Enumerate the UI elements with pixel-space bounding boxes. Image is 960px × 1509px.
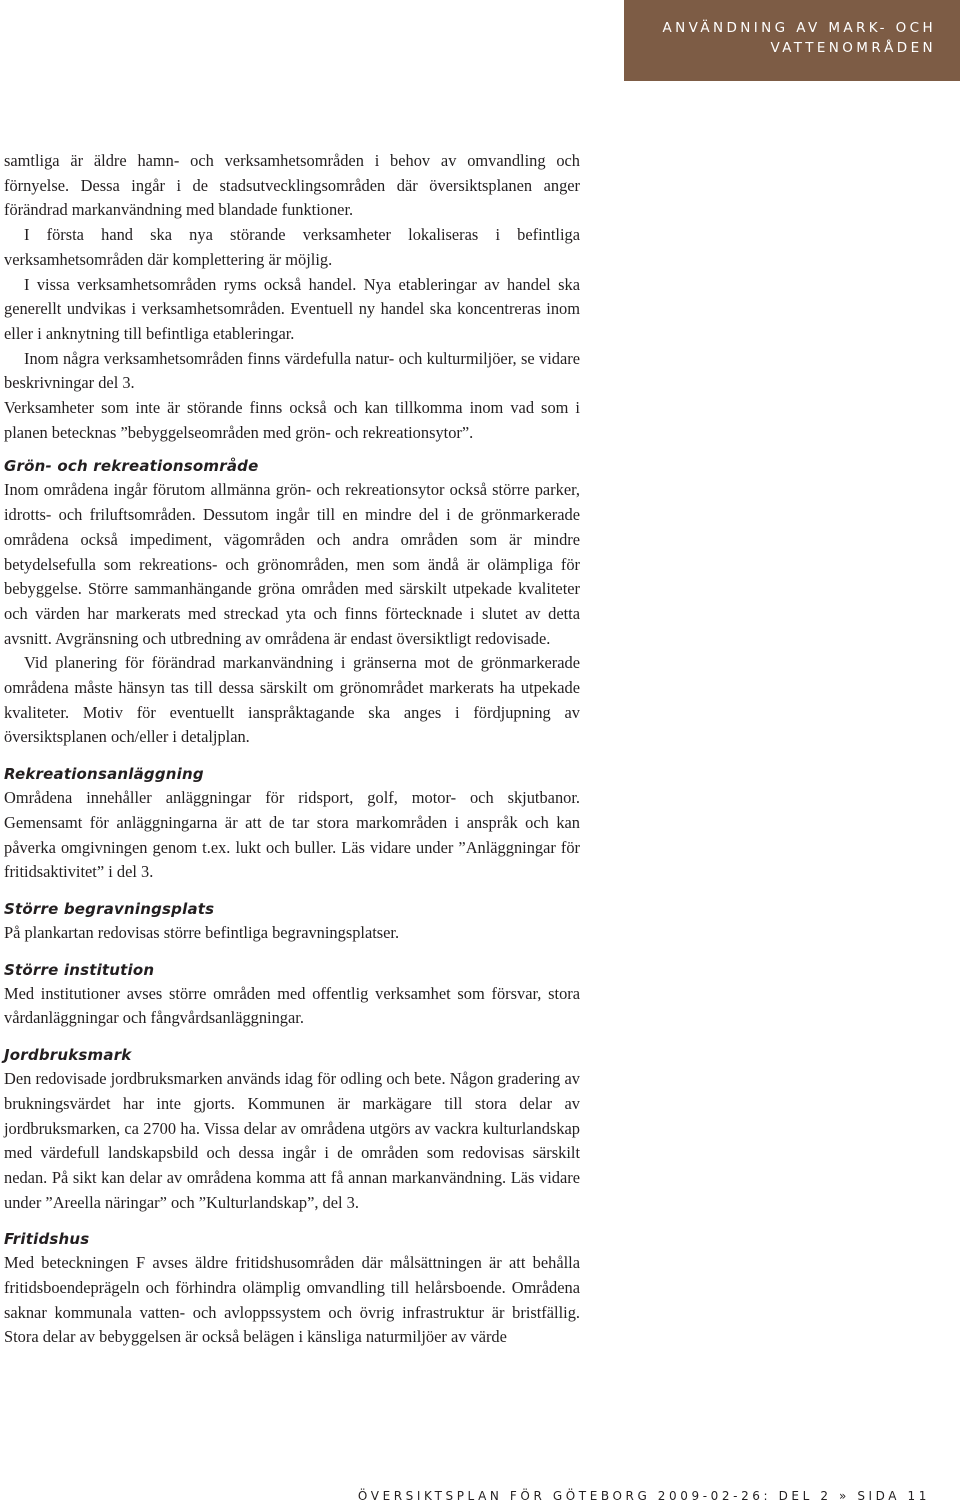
heading-storre-begravningsplats: Större begravningsplats — [4, 899, 215, 918]
heading-storre-institution: Större institution — [4, 960, 155, 979]
heading-jordbruksmark: Jordbruksmark — [4, 1046, 132, 1065]
main-text-column — [4, 149, 580, 1350]
fritidshus-paragraph-1: Med beteckningen F avses äldre fritidshusområden där målsättningen är att behålla fritidsboendeprägeln och förhindra olämplig omvandling till helårsboende. Områdena saknar kommunala vatten- och avloppssystem och övrig infrastruktur är bristfällig. Stora delar av bebyggelsen är också belägen i känsliga naturmiljöer av värde — [4, 1253, 580, 1347]
begravning-paragraph-1: På plankartan redovisas större befintliga begravningsplatser. — [4, 922, 400, 942]
chapter-title-line-2: VATTENOMRÅDEN — [770, 40, 936, 56]
chapter-title — [636, 18, 936, 58]
intro-paragraph-2: I första hand ska nya störande verksamheter lokaliseras i befintliga verksamhetsområden där komplettering är möjlig. — [4, 225, 580, 269]
intro-paragraph-1: samtliga är äldre hamn- och verksamhetsområden i behov av omvandling och förnyelse. Dessa ingår i de stadsutvecklingsområden där översiktsplanen anger förändrad markanvändning med blandade funktioner. — [4, 151, 580, 220]
heading-fritidshus: Fritidshus — [4, 1230, 90, 1249]
gron-paragraph-1: Inom områdena ingår förutom allmänna grön- och rekreationsytor också större parker, idrotts- och friluftsområden. Dessutom ingår till en mindre del i de grönmarkerade områdena också impediment, vägområden och andra områden som är mindre betydelsefulla som rekreations- och grönområden, men som ändå är olämpliga för bebyggelse. Större sammanhängande gröna områden med särskilt utpekade kvaliteter och värden har markerats med streckad yta och finns förtecknade i slutet av detta avsnitt. Avgränsning och utbredning av områdena är endast översiktligt redovisade. — [4, 480, 580, 648]
intro-paragraph-3: I vissa verksamhetsområden ryms också handel. Nya etableringar av handel ska generellt undvikas i verksamhetsområden. Eventuell ny handel ska koncentreras inom eller i anknytning till befintliga etableringar. — [4, 274, 580, 343]
heading-gron-och-rekreationsomrade: Grön- och rekreationsområde — [4, 457, 259, 476]
gron-paragraph-2: Vid planering för förändrad markanvändning i gränserna mot de grönmarkerade områdena måste hänsyn tas till dessa särskilt om grönområdet markerats ha utpekade kvaliteter. Motiv för eventuellt ianspråktagande ska anges i fördjupning av översiktsplanen och/eller i detaljplan. — [4, 653, 580, 747]
intro-paragraph-5: Verksamheter som inte är störande finns också och kan tillkomma inom vad som i planen betecknas ”bebyggelseområden med grön- och rekreationsytor”. — [4, 398, 580, 442]
chapter-title-line-1: ANVÄNDNING AV MARK- OCH — [662, 20, 936, 36]
rekreation-paragraph-1: Områdena innehåller anläggningar för ridsport, golf, motor- och skjutbanor. Gemensamt för anläggningarna är att de tar stora markområden i anspråk och kan påverka omgivningen genom t.ex. lukt och buller. Läs vidare under ”Anläggningar för fritidsaktivitet” i del 3. — [4, 788, 580, 882]
page-footer: ÖVERSIKTSPLAN FÖR GÖTEBORG 2009-02-26: DEL 2 » SIDA 11 — [357, 1489, 930, 1503]
jordbruk-paragraph-1: Den redovisade jordbruksmarken används idag för odling och bete. Någon gradering av brukningsvärdet har inte gjorts. Kommunen är markägare till stora delar av jordbruksmarken, ca 2700 ha. Vissa delar av områdena utgörs av vackra kulturlandskap med värdefull landskapsbild och dessa ingår i de områden som redovisas särskilt nedan. På sikt kan delar av områdena komma att få annan markanvändning. Läs vidare under ”Areella näringar” och ”Kulturlandskap”, del 3. — [4, 1069, 580, 1212]
heading-rekreationsanlaggning: Rekreationsanläggning — [4, 765, 204, 784]
institution-paragraph-1: Med institutioner avses större områden med offentlig verksamhet som försvar, stora vårdanläggningar och fångvårdsanläggningar. — [4, 983, 580, 1028]
chapter-header-band — [624, 0, 960, 81]
intro-paragraph-4: Inom några verksamhetsområden finns värdefulla natur- och kulturmiljöer, se vidare beskrivningar del 3. — [4, 348, 580, 393]
